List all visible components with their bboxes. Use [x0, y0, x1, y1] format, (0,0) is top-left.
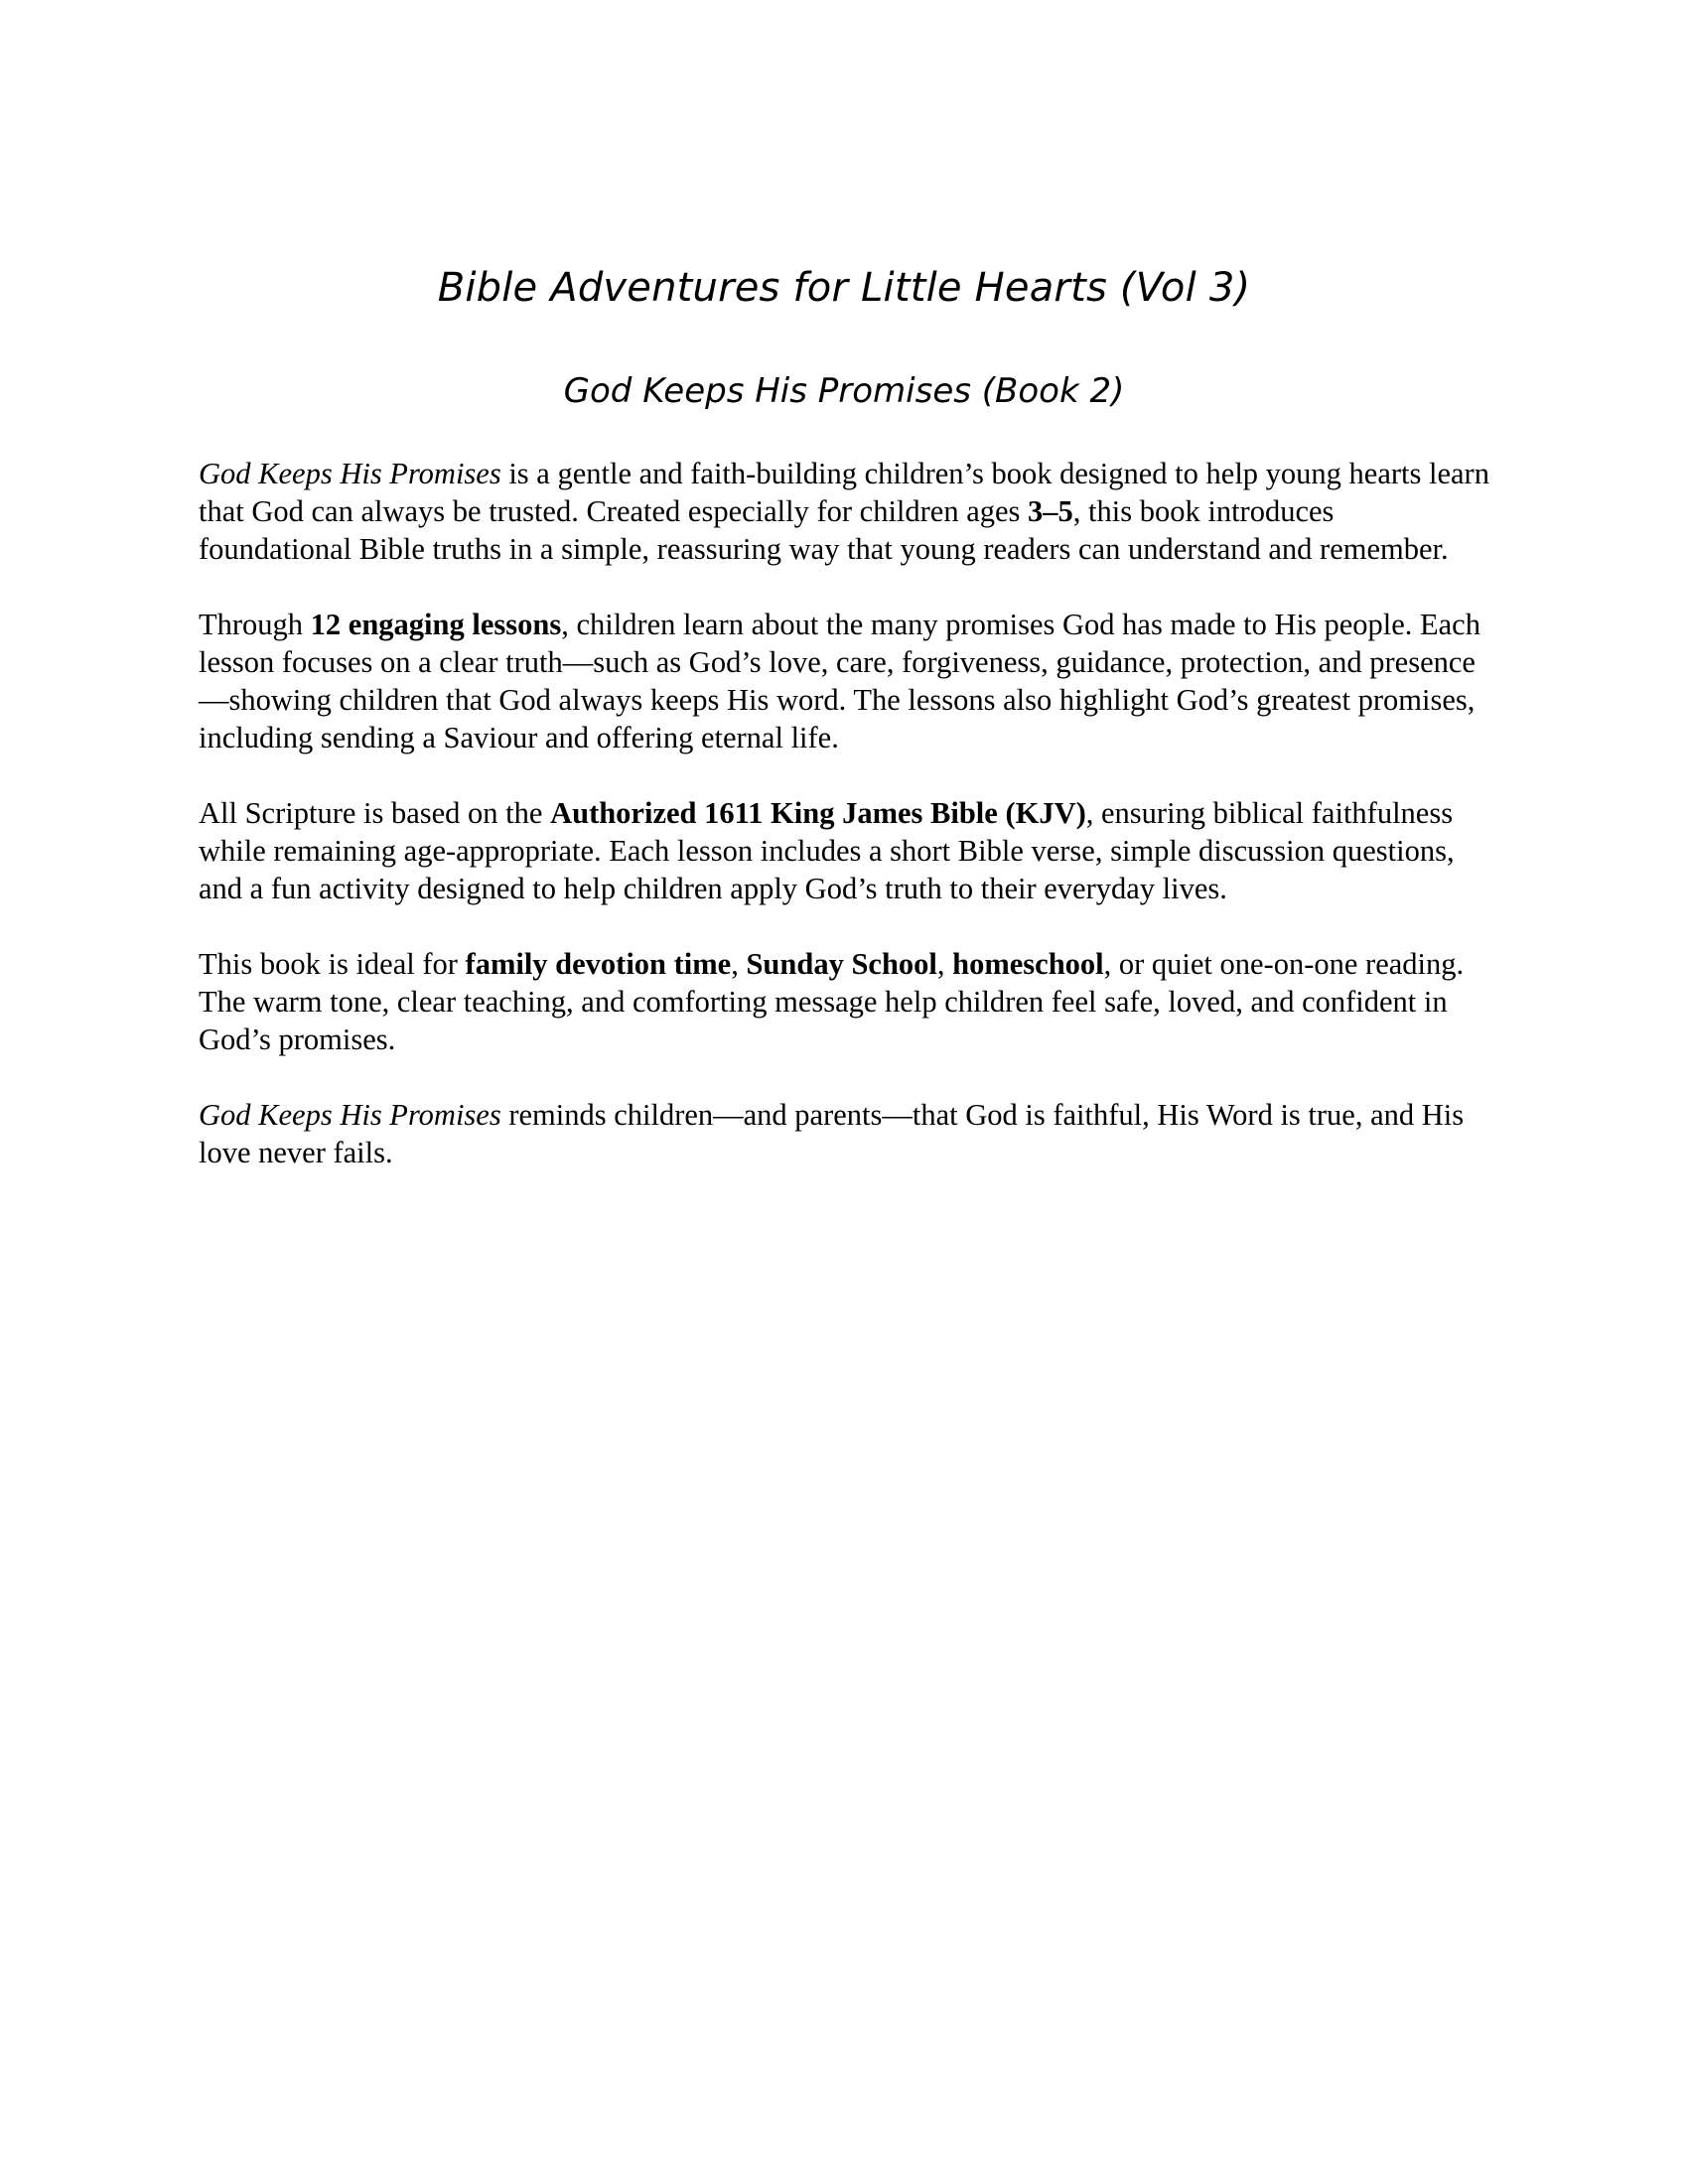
text: , children learn about the many promises God has made to His people. Each lesson focuses on a clear truth—such as God’s love, care, forgiveness, guidance, protection, and presence—showing children that God always keeps His word. The lessons also highlight God’s greatest promises, including sending a Saviour and offering eternal life. [199, 608, 1480, 754]
paragraph-closing [199, 1096, 1489, 1171]
paragraph-usage [199, 945, 1489, 1058]
text: This book is ideal for [199, 947, 466, 981]
text: , or quiet one-on-one reading. The warm tone, clear teaching, and comforting message help children feel safe, loved, and confident in God’s promises. [199, 947, 1465, 1056]
usage-family: family devotion time [465, 947, 732, 981]
text: , ensuring biblical faithfulness while remaining age-appropriate. Each lesson includes a short Bible verse, simple discussion questions, and a fun activity designed to help children apply God’s truth to their everyday lives. [199, 796, 1455, 905]
usage-sunday-school: Sunday School [746, 947, 937, 981]
page-title: Bible Adventures for Little Hearts (Vol 3) [437, 265, 1251, 311]
paragraph-lessons [199, 606, 1489, 756]
book-title-ref: God Keeps His Promises [199, 1098, 501, 1132]
book-title-ref: God Keeps His Promises [199, 457, 501, 490]
bible-version: Authorized 1611 King James Bible (KJV) [550, 796, 1086, 830]
text: , this book introduces foundational Bible truths in a simple, reassuring way that young readers can understand and remember. [199, 494, 1449, 566]
body-text [199, 455, 1489, 1209]
paragraph-scripture [199, 794, 1489, 907]
text: reminds children—and parents—that God is faithful, His Word is true, and His love never fails. [199, 1098, 1465, 1169]
paragraph-intro [199, 455, 1489, 568]
text: All Scripture is based on the [199, 796, 551, 830]
usage-homeschool: homeschool [952, 947, 1104, 981]
lesson-count: 12 engaging lessons [310, 608, 562, 641]
page-subtitle: God Keeps His Promises (Book 2) [563, 371, 1125, 411]
age-range: 3–5 [1028, 494, 1073, 528]
text: , [731, 947, 747, 981]
text: Through [199, 608, 311, 641]
text: , [936, 947, 953, 981]
text: is a gentle and faith-building children’s book designed to help young hearts learn that God can always be trusted. Created especially for children ages [199, 457, 1489, 528]
